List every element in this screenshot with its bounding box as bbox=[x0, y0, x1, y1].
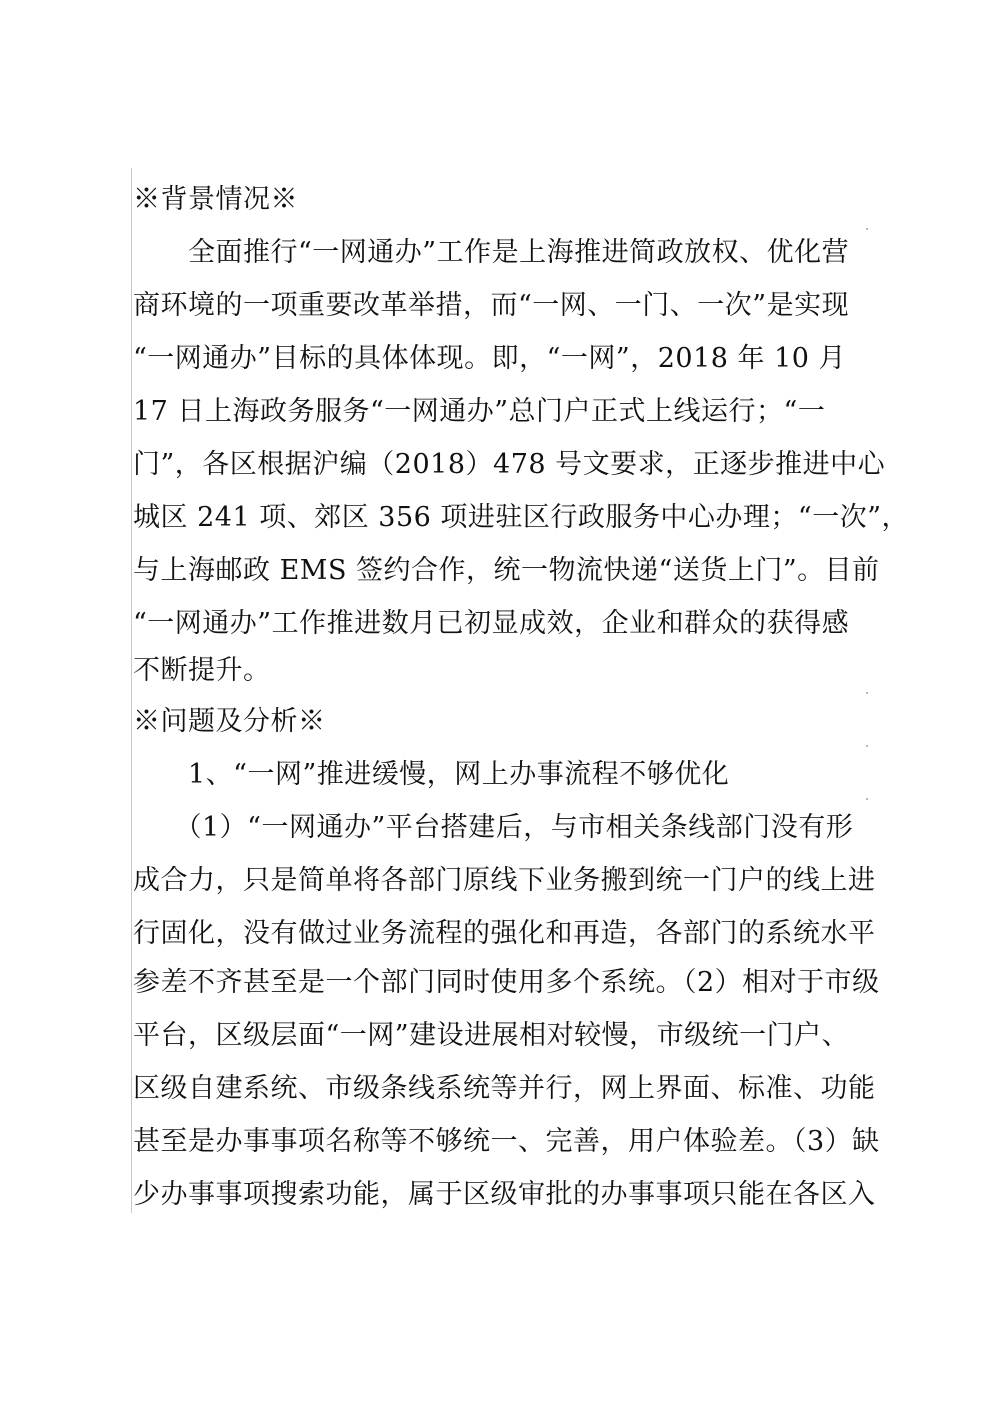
paragraph-line: “一网通办”工作推进数月已初显成效，企业和群众的获得感 bbox=[133, 608, 850, 639]
paragraph-line: 17 日上海政务服务“一网通办”总门户正式上线运行；“一 bbox=[133, 396, 826, 427]
section-heading-background: ※背景情况※ bbox=[133, 184, 298, 215]
paragraph-line: （1）“一网通办”平台搭建后，与市相关条线部门没有形 bbox=[133, 812, 854, 843]
edge-mark bbox=[866, 228, 868, 230]
paragraph-line: 门”，各区根据沪编（2018）478 号文要求，正逐步推进中心 bbox=[133, 449, 886, 480]
edge-mark bbox=[866, 692, 868, 694]
edge-mark bbox=[866, 798, 868, 800]
paragraph-line: 少办事事项搜索功能，属于区级审批的办事事项只能在各区入 bbox=[133, 1179, 876, 1210]
paragraph-line: 区级自建系统、市级条线系统等并行，网上界面、标准、功能 bbox=[133, 1073, 876, 1104]
subheading-line: 1、“一网”推进缓慢，网上办事流程不够优化 bbox=[133, 759, 730, 790]
paragraph-line: 全面推行“一网通办”工作是上海推进简政放权、优化营 bbox=[133, 237, 850, 268]
paragraph-line: 与上海邮政 EMS 签约合作，统一物流快递“送货上门”。目前 bbox=[133, 555, 880, 586]
paragraph-line: 平台，区级层面“一网”建设进展相对较慢，市级统一门户、 bbox=[133, 1020, 850, 1051]
paragraph-line: 成合力，只是简单将各部门原线下业务搬到统一门户的线上进 bbox=[133, 865, 876, 896]
left-margin-rule bbox=[131, 168, 132, 1213]
paragraph-line: 不断提升。 bbox=[133, 655, 271, 686]
paragraph-line: 城区 241 项、郊区 356 项进驻区行政服务中心办理；“一次”， bbox=[133, 502, 910, 533]
section-heading-problems: ※问题及分析※ bbox=[133, 706, 326, 737]
paragraph-line: “一网通办”目标的具体体现。即，“一网”，2018 年 10 月 bbox=[133, 343, 847, 374]
paragraph-line: 参差不齐甚至是一个部门同时使用多个系统。（2）相对于市级 bbox=[133, 967, 880, 998]
edge-mark bbox=[866, 745, 868, 747]
paragraph-line: 行固化，没有做过业务流程的强化和再造，各部门的系统水平 bbox=[133, 918, 876, 949]
paragraph-line: 商环境的一项重要改革举措，而“一网、一门、一次”是实现 bbox=[133, 290, 850, 321]
paragraph-line: 甚至是办事事项名称等不够统一、完善，用户体验差。（3）缺 bbox=[133, 1126, 880, 1157]
